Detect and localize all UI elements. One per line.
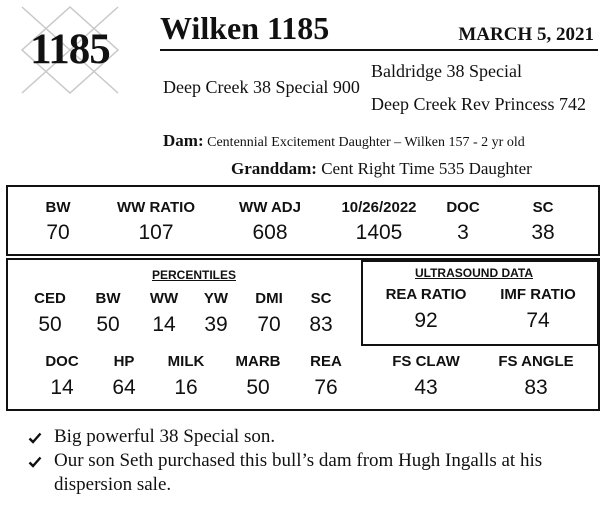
pct-ced: CED 50 xyxy=(34,290,66,336)
sire-sire: Baldridge 38 Special xyxy=(371,61,522,81)
lot-number: 1185 xyxy=(30,26,110,73)
birth-date: MARCH 5, 2021 xyxy=(458,24,594,45)
pct-rea: REA 76 xyxy=(310,353,342,399)
fs-claw: FS CLAW 43 xyxy=(392,353,460,399)
fs-angle: FS ANGLE 83 xyxy=(498,353,574,399)
checkmark-icon xyxy=(28,455,42,469)
pct-hp: HP 64 xyxy=(112,353,136,399)
stat-sc: SC 38 xyxy=(531,199,555,244)
granddam-label: Granddam xyxy=(231,159,312,178)
notes-list xyxy=(28,425,588,497)
stat-doc: DOC 3 xyxy=(446,199,480,244)
pct-dmi: DMI 70 xyxy=(255,290,283,336)
pct-yw: YW 39 xyxy=(203,290,229,336)
pct-bw: BW 50 xyxy=(95,290,121,336)
sire-dam: Deep Creek Rev Princess 742 xyxy=(371,94,586,114)
performance-box xyxy=(6,185,600,256)
ultrasound-title: ULTRASOUND DATA xyxy=(415,266,533,280)
stat-weight-date: 10/26/2022 1405 xyxy=(341,199,417,244)
pct-ww: WW 14 xyxy=(149,290,179,336)
dam-line: Dam: Centennial Excitement Daughter – Wilken 157 - 2 yr old xyxy=(163,131,525,150)
list-item: Our son Seth purchased this bull’s dam from Hugh Ingalls at his dispersion sale. xyxy=(28,449,588,497)
stat-ww-ratio: WW RATIO 107 xyxy=(116,199,196,244)
percentiles-title: PERCENTILES xyxy=(152,268,237,282)
sire: Deep Creek 38 Special 900 xyxy=(163,77,360,97)
granddam-line: Granddam: Cent Right Time 535 Daughter xyxy=(231,159,532,178)
stat-ww-adj: WW ADJ 608 xyxy=(239,199,301,244)
checkmark-icon xyxy=(28,431,42,445)
header-rule xyxy=(160,49,598,51)
granddam-value: Cent Right Time 535 Daughter xyxy=(321,159,532,178)
pct-sc: SC 83 xyxy=(309,290,333,336)
ultrasound-box xyxy=(361,260,599,346)
bull-name: Wilken 1185 xyxy=(160,10,330,46)
stat-bw: BW 70 xyxy=(45,199,71,244)
pct-doc: DOC 14 xyxy=(45,353,79,399)
dam-value: Centennial Excitement Daughter – Wilken 157 - 2 yr old xyxy=(207,135,525,150)
pct-marb: MARB 50 xyxy=(235,353,281,399)
list-item: Big powerful 38 Special son. xyxy=(28,425,588,449)
us-rea-ratio: REA RATIO 92 xyxy=(385,286,467,332)
pct-milk: MILK 16 xyxy=(167,353,205,399)
us-imf-ratio: IMF RATIO 74 xyxy=(500,286,576,332)
dam-label: Dam xyxy=(163,131,198,150)
lot-badge xyxy=(20,5,120,95)
